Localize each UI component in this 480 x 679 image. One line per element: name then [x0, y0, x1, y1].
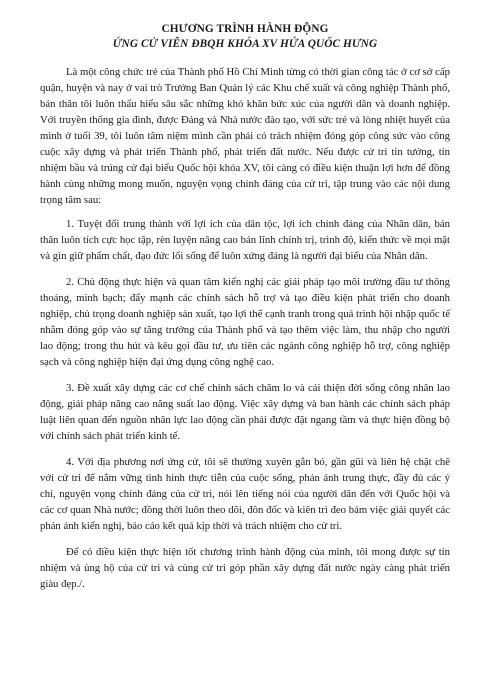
closing-paragraph: Để có điều kiện thực hiện tốt chương trình hành động của mình, tôi mong được sự tín nhiệm và ủng hộ của cử tri và cùng cử tri góp phần xây dựng đất nước ngày càng phát triển giàu đẹp./.	[40, 546, 450, 590]
commitment-2-paragraph: 2. Chủ động thực hiện và quan tâm kiến nghị các giải pháp tạo môi trường đầu tư thông thoáng, minh bạch; đẩy mạnh các chính sách hỗ trợ và tạo điều kiện phát triển cho doanh nghiệp, chủ trọng doanh nghiệp sản xuất, tạo lợi thế cạnh tranh trong quá trình hội nhập quốc tế nhằm đóng góp vào sự tăng trưởng của Thành phố và tạo thêm việc làm, thu nhập cho người lao động; trong thu hút và kêu gọi đầu tư, ưu tiên các ngành công nghiệp hỗ trợ, công nghiệp sạch và công nghiệp hiện đại ứng dụng công nghệ cao.	[40, 276, 450, 368]
document-title: CHƯƠNG TRÌNH HÀNH ĐỘNG	[161, 23, 329, 35]
document-page	[40, 22, 450, 600]
intro-paragraph: Là một công chức trẻ của Thành phố Hồ Chí Minh từng có thời gian công tác ở cơ sở cấp quận, huyện và nay ở vai trò Trưởng Ban Quản lý các Khu chế xuất và công nghiệp Thành phố, bản thân tôi luôn thấu hiểu sâu sắc những khó khăn bức xúc của người dân và doanh nghiệp. Với truyền thống gia đình, được Đảng và Nhà nước đào tạo, với sức trẻ và lòng nhiệt huyết của mình ở tuổi 39, tôi luôn tâm niệm mình cần phải có trách nhiệm đóng góp công sức vào công cuộc xây dựng và phát triển Thành phố, phát triển đất nước. Nếu được cử tri tin tưởng, tín nhiệm bầu và trúng cử đại biểu Quốc hội khóa XV, tôi càng có điều kiện thuận lợi hơn để đồng hành cùng những mong muốn, nguyện vọng chính đáng của cử tri, tập trung vào các nội dung trọng tâm sau:	[40, 66, 450, 206]
commitment-1-paragraph: 1. Tuyệt đối trung thành với lợi ích của dân tộc, lợi ích chính đáng của Nhân dân, bản thân luôn tích cực học tập, rèn luyện nâng cao bản lĩnh chính trị, trình độ, kiến thức về mọi mặt và gìn giữ phẩm chất, đạo đức lối sống để luôn xứng đáng là người đại biểu của Nhân dân.	[40, 218, 450, 262]
commitment-4-paragraph: 4. Với địa phương nơi ứng cử, tôi sẽ thường xuyên gắn bó, gần gũi và liên hệ chặt chẽ với cử tri để nắm vững tình hình thực tiễn của cuộc sống, phản ánh trung thực, đầy đủ các ý chí, nguyện vọng chính đáng của cử tri, nói lên tiếng nói của người dân đến với Quốc hội và các cơ quan Nhà nước; đồng thời luôn theo dõi, đôn đốc và kiên trì đeo bám việc giải quyết các phản ánh kiến nghị, báo cáo kết quả kịp thời và trách nhiệm cho cử tri.	[40, 456, 450, 532]
commitment-3-paragraph: 3. Đề xuất xây dựng các cơ chế chính sách chăm lo và cải thiện đời sống công nhân lao động, giải pháp nâng cao năng suất lao động. Việc xây dựng và ban hành các chính sách pháp luật liên quan đến nguồn nhân lực lao động cần phải được đặt ngang tầm và thực hiện đồng bộ với chính sách phát triển kinh tế.	[40, 382, 450, 442]
document-subtitle: ỨNG CỬ VIÊN ĐBQH KHÓA XV HỨA QUỐC HƯNG	[112, 38, 378, 50]
